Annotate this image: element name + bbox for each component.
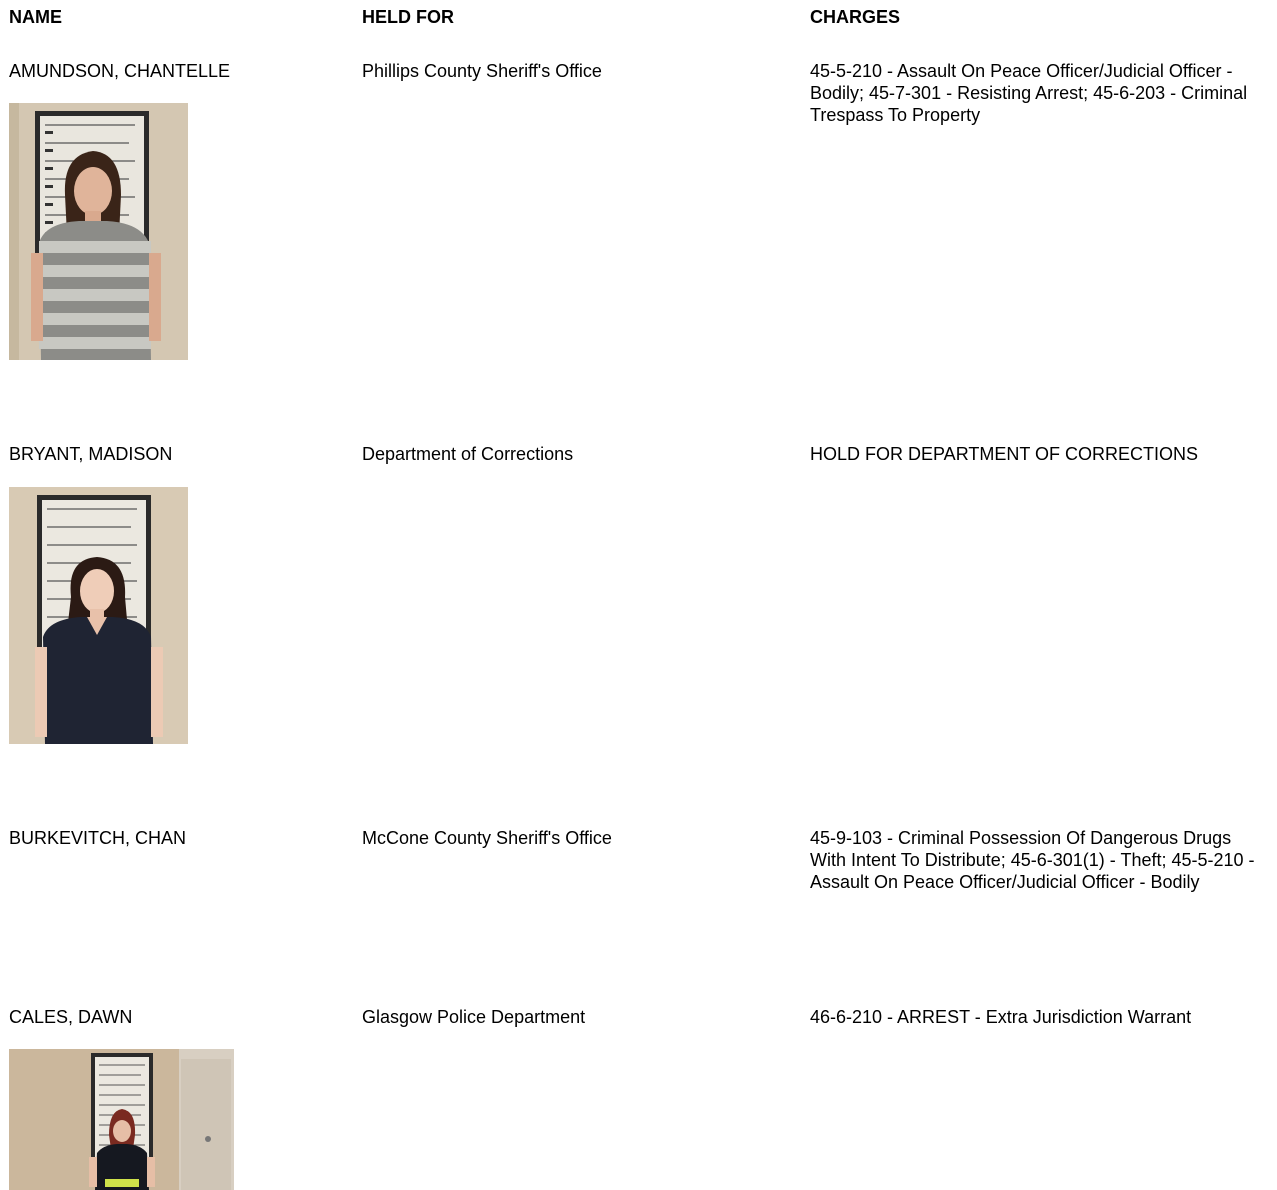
inmate-name: AMUNDSON, CHANTELLE (9, 61, 231, 81)
held-for-agency: Phillips County Sheriff's Office (362, 61, 602, 81)
header-name: NAME (9, 7, 62, 27)
inmate-name: CALES, DAWN (9, 1007, 133, 1027)
inmate-name: BRYANT, MADISON (9, 444, 173, 464)
header-held-for: HELD FOR (362, 7, 454, 27)
held-for-agency: McCone County Sheriff's Office (362, 828, 612, 848)
booking-photo (9, 1049, 234, 1190)
held-for-agency: Department of Corrections (362, 444, 574, 464)
charges-text: 45-9-103 - Criminal Possession Of Dangerous Drugs With Intent To Distribute; 45-6-301(1) - Theft; 45-5-210 - Assault On Peace Officer/Judicial Officer - Bodily (810, 828, 1255, 892)
inmate-name: BURKEVITCH, CHAN (9, 828, 187, 848)
header-charges: CHARGES (810, 7, 901, 27)
held-for-agency: Glasgow Police Department (362, 1007, 586, 1027)
charges-text: HOLD FOR DEPARTMENT OF CORRECTIONS (810, 444, 1199, 464)
charges-text: 46-6-210 - ARREST - Extra Jurisdiction Warrant (810, 1007, 1192, 1027)
booking-photo (9, 103, 188, 360)
booking-photo (9, 487, 188, 744)
charges-text: 45-5-210 - Assault On Peace Officer/Judicial Officer - Bodily; 45-7-301 - Resisting Arrest; 45-6-203 - Criminal Trespass To Property (810, 61, 1248, 125)
